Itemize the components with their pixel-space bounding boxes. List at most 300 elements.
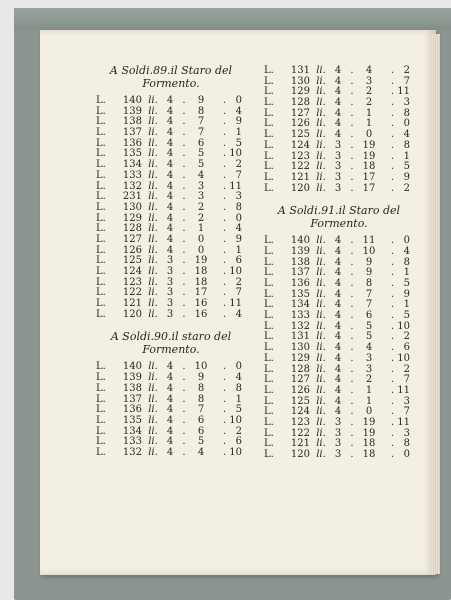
table-cell: . xyxy=(390,129,394,141)
table-cell: 3 xyxy=(403,427,410,439)
table-cell: 8 xyxy=(403,438,410,450)
table-cell: 4 xyxy=(166,382,174,394)
table-cell: 4 xyxy=(166,244,174,256)
table-cell: . xyxy=(222,382,226,394)
table-cell: . xyxy=(390,342,394,354)
table-cell: li. xyxy=(148,382,158,394)
table-cell: 5 xyxy=(235,404,242,416)
table-cell: 4 xyxy=(334,374,342,386)
table-cell: . xyxy=(182,298,186,310)
table-cell: 17 xyxy=(362,182,376,194)
table-cell: . xyxy=(222,425,226,437)
table-cell: L. xyxy=(96,105,106,117)
table-cell: . xyxy=(182,382,186,394)
table-cell: 2 xyxy=(365,86,373,98)
table-cell: 10 xyxy=(397,352,410,364)
table-cell: li. xyxy=(316,363,326,375)
table-cell: . xyxy=(350,449,354,460)
table-cell: 8 xyxy=(197,105,205,117)
table-cell: 137 xyxy=(122,127,142,139)
table-cell: . xyxy=(350,97,354,109)
table-cell: . xyxy=(350,182,354,194)
table-cell: 3 xyxy=(235,191,242,203)
table-cell: 131 xyxy=(290,65,310,76)
table-cell: . xyxy=(350,342,354,354)
table-cell: 19 xyxy=(362,416,376,428)
table-cell: . xyxy=(222,95,226,106)
table-cell: 3 xyxy=(166,308,174,320)
table-cell: 6 xyxy=(403,342,410,354)
section-title: A Soldi.89.il Staro del xyxy=(109,64,233,77)
table-cell: L. xyxy=(264,288,274,300)
table-cell: 127 xyxy=(290,107,310,119)
section-heading xyxy=(264,204,414,230)
table-cell: 133 xyxy=(122,436,142,448)
table-cell: li. xyxy=(316,267,326,279)
table-cell: 2 xyxy=(365,374,373,386)
table-cell: 1 xyxy=(235,127,242,139)
price-table xyxy=(96,96,246,320)
table-cell: L. xyxy=(264,118,274,130)
table-cell: L. xyxy=(96,382,106,394)
table-cell: . xyxy=(182,180,186,192)
table-cell: L. xyxy=(264,278,274,289)
table-cell: 9 xyxy=(365,256,373,268)
table-cell: 6 xyxy=(197,137,205,149)
table-cell: 3 xyxy=(334,171,342,183)
table-cell: 4 xyxy=(166,361,174,373)
table-cell: . xyxy=(390,278,394,289)
table-cell: 123 xyxy=(290,150,310,162)
table-cell: 129 xyxy=(290,352,310,364)
table-cell: . xyxy=(390,139,394,151)
table-cell: L. xyxy=(264,395,274,407)
table-cell: 0 xyxy=(403,235,410,247)
table-cell: 1 xyxy=(365,118,373,130)
table-cell: . xyxy=(222,233,226,245)
table-cell: 11 xyxy=(397,384,410,396)
table-cell: li. xyxy=(316,406,326,418)
table-cell: . xyxy=(182,169,186,181)
table-cell: . xyxy=(182,446,186,458)
table-cell: 4 xyxy=(166,180,174,192)
table-cell: li. xyxy=(316,427,326,439)
table-cell: 3 xyxy=(403,395,410,407)
table-cell: . xyxy=(350,374,354,386)
table-cell: 4 xyxy=(235,372,242,384)
table-cell: 1 xyxy=(197,223,205,235)
table-cell: . xyxy=(182,116,186,128)
table-cell: 7 xyxy=(365,288,373,300)
table-cell: . xyxy=(350,384,354,396)
table-cell: 6 xyxy=(235,436,242,448)
table-cell: 4 xyxy=(334,86,342,98)
table-cell: 122 xyxy=(122,287,142,299)
table-cell: L. xyxy=(264,75,274,87)
table-cell: li. xyxy=(148,212,158,224)
table-cell: li. xyxy=(316,150,326,162)
table-cell: 8 xyxy=(403,107,410,119)
table-cell: 11 xyxy=(397,416,410,428)
table-cell: L. xyxy=(264,139,274,151)
table-cell: 0 xyxy=(403,449,410,460)
table-cell: 10 xyxy=(362,245,376,257)
table-cell: 134 xyxy=(122,159,142,171)
table-cell: . xyxy=(390,363,394,375)
table-cell: 6 xyxy=(197,414,205,426)
table-cell: . xyxy=(182,223,186,235)
table-cell: 126 xyxy=(290,384,310,396)
table-cell: . xyxy=(222,169,226,181)
table-cell: . xyxy=(390,427,394,439)
table-cell: li. xyxy=(148,361,158,373)
table-cell: 3 xyxy=(166,255,174,267)
table-cell: . xyxy=(222,276,226,288)
table-cell: li. xyxy=(316,342,326,354)
table-cell: L. xyxy=(264,352,274,364)
table-cell: 4 xyxy=(166,446,174,458)
table-cell: li. xyxy=(316,235,326,247)
table-cell: 3 xyxy=(166,287,174,299)
table-cell: L. xyxy=(96,116,106,128)
table-cell: 9 xyxy=(235,233,242,245)
table-cell: L. xyxy=(264,86,274,98)
table-cell: . xyxy=(390,384,394,396)
table-cell: 9 xyxy=(403,171,410,183)
table-cell: li. xyxy=(148,233,158,245)
table-cell: 7 xyxy=(197,404,205,416)
table-cell: L. xyxy=(96,95,106,106)
table-cell: 120 xyxy=(290,182,310,194)
table-cell: li. xyxy=(148,191,158,203)
table-cell: 4 xyxy=(334,384,342,396)
table-row xyxy=(96,203,246,214)
table-cell: . xyxy=(222,255,226,267)
table-cell: 136 xyxy=(122,404,142,416)
table-cell: . xyxy=(222,266,226,277)
table-cell: . xyxy=(350,299,354,311)
table-cell: . xyxy=(350,161,354,173)
table-cell: 4 xyxy=(334,256,342,268)
table-cell: . xyxy=(222,298,226,310)
table-cell: . xyxy=(390,299,394,311)
table-cell: li. xyxy=(316,97,326,109)
table-cell: . xyxy=(390,182,394,194)
table-row xyxy=(264,173,414,184)
table-cell: li. xyxy=(148,244,158,256)
table-cell: . xyxy=(222,105,226,117)
right-column xyxy=(264,66,414,461)
table-cell: 3 xyxy=(334,427,342,439)
table-cell: li. xyxy=(148,393,158,405)
table-cell: . xyxy=(350,129,354,141)
page-edges xyxy=(432,34,440,574)
table-cell: 4 xyxy=(334,331,342,343)
table-cell: L. xyxy=(96,255,106,267)
table-cell: 18 xyxy=(194,276,208,288)
table-cell: . xyxy=(390,374,394,386)
table-cell: 1 xyxy=(365,384,373,396)
table-cell: 121 xyxy=(290,171,310,183)
table-cell: li. xyxy=(148,298,158,310)
table-cell: 2 xyxy=(197,201,205,213)
table-cell: li. xyxy=(316,182,326,194)
section-subtitle: Formento. xyxy=(310,217,368,231)
table-cell: L. xyxy=(264,320,274,332)
table-cell: 2 xyxy=(365,97,373,109)
table-cell: 120 xyxy=(122,308,142,320)
section-subtitle: Formento. xyxy=(142,77,200,90)
table-cell: 130 xyxy=(122,201,142,213)
table-cell: 5 xyxy=(365,331,373,343)
table-cell: 10 xyxy=(397,320,410,332)
table-cell: 3 xyxy=(334,416,342,428)
table-cell: 120 xyxy=(290,449,310,460)
table-cell: . xyxy=(182,436,186,448)
table-cell: 2 xyxy=(403,182,410,194)
table-cell: . xyxy=(390,235,394,247)
table-cell: li. xyxy=(316,331,326,343)
table-cell: . xyxy=(222,244,226,256)
table-cell: 19 xyxy=(362,139,376,151)
table-cell: 1 xyxy=(365,395,373,407)
table-cell: 10 xyxy=(194,361,208,373)
table-cell: . xyxy=(350,75,354,87)
table-cell: 19 xyxy=(362,150,376,162)
table-cell: 4 xyxy=(365,65,373,76)
table-cell: 3 xyxy=(334,161,342,173)
table-cell: L. xyxy=(264,299,274,311)
table-cell: li. xyxy=(148,287,158,299)
table-cell: 5 xyxy=(403,278,410,289)
table-cell: 4 xyxy=(334,107,342,119)
table-cell: . xyxy=(222,308,226,320)
table-cell: 7 xyxy=(235,169,242,181)
table-cell: 137 xyxy=(122,393,142,405)
table-cell: li. xyxy=(148,372,158,384)
table-cell: . xyxy=(390,449,394,460)
table-cell: L. xyxy=(96,414,106,426)
table-cell: 138 xyxy=(122,116,142,128)
table-cell: 0 xyxy=(235,95,242,106)
table-cell: 127 xyxy=(290,374,310,386)
table-cell: 4 xyxy=(334,129,342,141)
table-cell: 7 xyxy=(235,287,242,299)
table-cell: 16 xyxy=(194,308,208,320)
table-cell: li. xyxy=(148,276,158,288)
table-cell: li. xyxy=(148,159,158,171)
table-cell: 5 xyxy=(235,137,242,149)
table-cell: . xyxy=(350,438,354,450)
table-row xyxy=(96,384,246,395)
table-cell: L. xyxy=(264,384,274,396)
table-cell: 135 xyxy=(290,288,310,300)
table-cell: 3 xyxy=(403,97,410,109)
table-cell: 4 xyxy=(166,201,174,213)
table-cell: L. xyxy=(264,129,274,141)
table-cell: . xyxy=(182,266,186,277)
table-cell: 4 xyxy=(365,342,373,354)
table-cell: 0 xyxy=(197,244,205,256)
table-cell: L. xyxy=(264,449,274,460)
table-cell: 3 xyxy=(365,352,373,364)
table-cell: li. xyxy=(316,118,326,130)
table-cell: . xyxy=(390,331,394,343)
table-cell: 18 xyxy=(362,438,376,450)
table-cell: li. xyxy=(316,171,326,183)
table-cell: 2 xyxy=(197,212,205,224)
table-cell: li. xyxy=(316,395,326,407)
table-cell: li. xyxy=(148,116,158,128)
table-cell: 7 xyxy=(403,406,410,418)
table-cell: 133 xyxy=(122,169,142,181)
table-cell: . xyxy=(182,287,186,299)
table-cell: L. xyxy=(96,393,106,405)
table-cell: li. xyxy=(316,352,326,364)
section-subtitle: Formento. xyxy=(142,343,200,357)
table-cell: 5 xyxy=(197,148,205,160)
table-cell: . xyxy=(350,320,354,332)
table-cell: 4 xyxy=(334,75,342,87)
table-cell: 136 xyxy=(290,278,310,289)
table-cell: li. xyxy=(316,161,326,173)
table-cell: . xyxy=(350,352,354,364)
table-cell: 4 xyxy=(334,406,342,418)
table-cell: . xyxy=(350,150,354,162)
table-cell: L. xyxy=(264,427,274,439)
table-cell: . xyxy=(222,180,226,192)
table-cell: li. xyxy=(316,320,326,332)
table-cell: 4 xyxy=(166,404,174,416)
table-cell: . xyxy=(390,438,394,450)
table-cell: 3 xyxy=(197,191,205,203)
table-cell: . xyxy=(182,361,186,373)
table-cell: . xyxy=(350,245,354,257)
table-cell: 4 xyxy=(166,436,174,448)
table-cell: 4 xyxy=(334,245,342,257)
table-cell: 140 xyxy=(122,361,142,373)
table-cell: . xyxy=(350,310,354,322)
table-cell: li. xyxy=(316,107,326,119)
table-cell: 134 xyxy=(122,425,142,437)
table-cell: L. xyxy=(264,107,274,119)
table-cell: 9 xyxy=(365,267,373,279)
table-cell: . xyxy=(222,372,226,384)
table-cell: 134 xyxy=(290,299,310,311)
table-cell: 121 xyxy=(290,438,310,450)
table-cell: 128 xyxy=(290,363,310,375)
table-cell: li. xyxy=(148,266,158,277)
table-cell: 4 xyxy=(334,97,342,109)
table-cell: 127 xyxy=(122,233,142,245)
table-cell: L. xyxy=(264,363,274,375)
table-cell: 124 xyxy=(122,266,142,277)
table-cell: 4 xyxy=(235,308,242,320)
table-cell: L. xyxy=(96,201,106,213)
table-cell: . xyxy=(350,406,354,418)
table-cell: L. xyxy=(96,159,106,171)
table-cell: li. xyxy=(148,425,158,437)
table-cell: . xyxy=(222,212,226,224)
table-cell: L. xyxy=(96,404,106,416)
table-cell: 3 xyxy=(365,363,373,375)
table-cell: 7 xyxy=(403,374,410,386)
table-cell: 4 xyxy=(166,105,174,117)
table-cell: L. xyxy=(264,171,274,183)
table-cell: li. xyxy=(148,436,158,448)
table-cell: L. xyxy=(264,267,274,279)
table-cell: . xyxy=(350,256,354,268)
table-cell: . xyxy=(350,107,354,119)
table-cell: 4 xyxy=(334,352,342,364)
table-cell: . xyxy=(390,161,394,173)
table-row xyxy=(264,386,414,397)
table-cell: 0 xyxy=(235,361,242,373)
table-cell: li. xyxy=(316,438,326,450)
table-cell: 3 xyxy=(166,298,174,310)
table-cell: 4 xyxy=(197,169,205,181)
table-cell: 8 xyxy=(235,382,242,394)
table-cell: 125 xyxy=(290,129,310,141)
table-cell: 131 xyxy=(290,331,310,343)
table-cell: 4 xyxy=(166,414,174,426)
table-cell: 4 xyxy=(334,278,342,289)
table-cell: . xyxy=(182,404,186,416)
table-cell: 7 xyxy=(403,75,410,87)
table-cell: . xyxy=(222,127,226,139)
table-cell: 4 xyxy=(166,425,174,437)
table-cell: 4 xyxy=(166,372,174,384)
table-cell: . xyxy=(182,308,186,320)
table-cell: 16 xyxy=(194,298,208,310)
table-cell: 126 xyxy=(122,244,142,256)
table-cell: 4 xyxy=(235,105,242,117)
table-cell: 4 xyxy=(334,395,342,407)
section-title: A Soldi.90.il staro del xyxy=(110,330,232,344)
table-cell: 3 xyxy=(334,438,342,450)
table-cell: . xyxy=(222,159,226,171)
table-cell: 3 xyxy=(365,75,373,87)
table-cell: . xyxy=(390,171,394,183)
table-cell: 128 xyxy=(122,223,142,235)
table-cell: . xyxy=(350,416,354,428)
table-cell: . xyxy=(390,395,394,407)
table-cell: 2 xyxy=(403,363,410,375)
table-cell: li. xyxy=(148,137,158,149)
table-cell: L. xyxy=(96,191,106,203)
table-cell: L. xyxy=(96,425,106,437)
table-cell: . xyxy=(222,148,226,160)
table-cell: . xyxy=(182,191,186,203)
table-row xyxy=(96,171,246,182)
table-cell: 2 xyxy=(235,425,242,437)
table-cell: L. xyxy=(264,245,274,257)
table-cell: 4 xyxy=(334,288,342,300)
table-cell: 122 xyxy=(290,161,310,173)
table-cell: . xyxy=(390,256,394,268)
table-cell: 0 xyxy=(197,233,205,245)
table-cell: . xyxy=(350,118,354,130)
table-cell: 3 xyxy=(334,139,342,151)
table-cell: L. xyxy=(264,342,274,354)
table-cell: 1 xyxy=(403,299,410,311)
table-cell: . xyxy=(182,95,186,106)
table-row xyxy=(264,354,414,365)
table-cell: 19 xyxy=(194,255,208,267)
section-heading xyxy=(96,64,246,90)
table-cell: L. xyxy=(96,266,106,277)
table-cell: 1 xyxy=(235,393,242,405)
